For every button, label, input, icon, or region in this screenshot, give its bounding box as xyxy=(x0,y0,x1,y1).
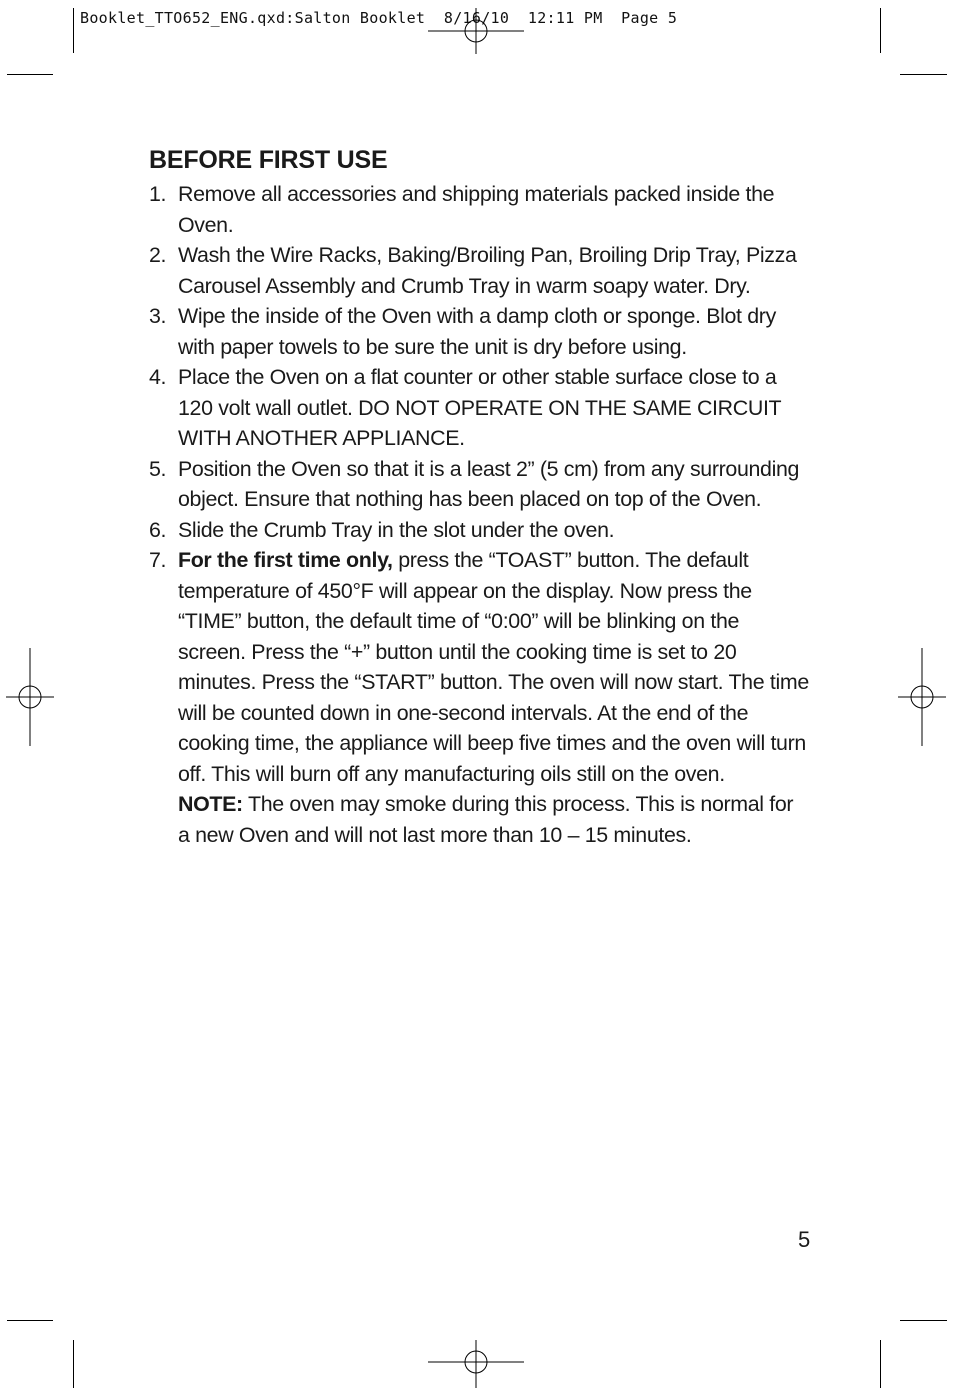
step-number: 6. xyxy=(149,517,167,542)
list-item xyxy=(149,301,809,362)
crop-mark xyxy=(7,1320,53,1321)
step-text: press the “TOAST” button. The default temperature of 450°F will appear on the display. Now press the “TIME” button, the default time of “0:00” will be blinking on the screen. Press the “+” button until the cooking time is set to 20 minutes. Press the “START” button. The oven will now start. The time will be counted down in one-second intervals. At the end of the cooking time, the appliance will beep five times and the oven will turn off. This will burn off any manufacturing oils still on the oven. xyxy=(178,548,809,786)
step-number: 1. xyxy=(149,182,167,206)
registration-mark-right xyxy=(898,648,948,746)
step-bold-lead: For the first time only, xyxy=(178,548,393,572)
step-text: Wipe the inside of the Oven with a damp cloth or sponge. Blot dry with paper towels to be sure the unit is dry before using. xyxy=(178,304,776,359)
list-item xyxy=(149,454,809,515)
list-item xyxy=(149,179,809,240)
step-text: Remove all accessories and shipping materials packed inside the Oven. xyxy=(178,182,775,237)
list-item xyxy=(149,545,809,850)
note-label: NOTE: xyxy=(178,792,243,816)
step-text: Slide the Crumb Tray in the slot under the oven. xyxy=(178,517,615,542)
step-text: Wash the Wire Racks, Baking/Broiling Pan, Broiling Drip Tray, Pizza Carousel Assembly and Crumb Tray in warm soapy water. Dry. xyxy=(178,243,797,298)
crop-mark xyxy=(900,1320,947,1321)
step-number: 4. xyxy=(149,365,167,389)
step-number: 7. xyxy=(149,548,167,572)
registration-mark-left xyxy=(6,648,56,746)
step-number: 2. xyxy=(149,243,167,267)
printer-slug-line: Booklet_TTO652_ENG.qxd:Salton Booklet 8/16/10 12:11 PM Page 5 xyxy=(80,9,678,27)
list-item xyxy=(149,515,809,546)
instructions-section xyxy=(149,143,809,850)
section-heading: BEFORE FIRST USE xyxy=(149,146,388,174)
step-text: Place the Oven on a flat counter or other stable surface close to a 120 volt wall outlet. DO NOT OPERATE ON THE SAME CIRCUIT WITH ANOTHER APPLIANCE. xyxy=(178,365,781,450)
registration-mark-bottom xyxy=(426,1340,526,1388)
steps-list xyxy=(149,179,809,850)
list-item xyxy=(149,362,809,454)
crop-mark xyxy=(73,8,74,53)
crop-mark xyxy=(880,8,881,53)
list-item xyxy=(149,240,809,301)
crop-mark xyxy=(73,1340,74,1388)
note-text: The oven may smoke during this process. This is normal for a new Oven and will not last more than 10 – 15 minutes. xyxy=(178,792,794,847)
step-text: Position the Oven so that it is a least 2” (5 cm) from any surrounding object. Ensure that nothing has been placed on top of the Oven. xyxy=(178,456,800,511)
page-number: 5 xyxy=(798,1227,811,1252)
crop-mark xyxy=(900,74,947,75)
step-number: 5. xyxy=(149,456,167,481)
step-number: 3. xyxy=(149,304,167,328)
crop-mark xyxy=(7,74,53,75)
crop-mark xyxy=(880,1340,881,1388)
registration-mark-top xyxy=(426,8,526,54)
